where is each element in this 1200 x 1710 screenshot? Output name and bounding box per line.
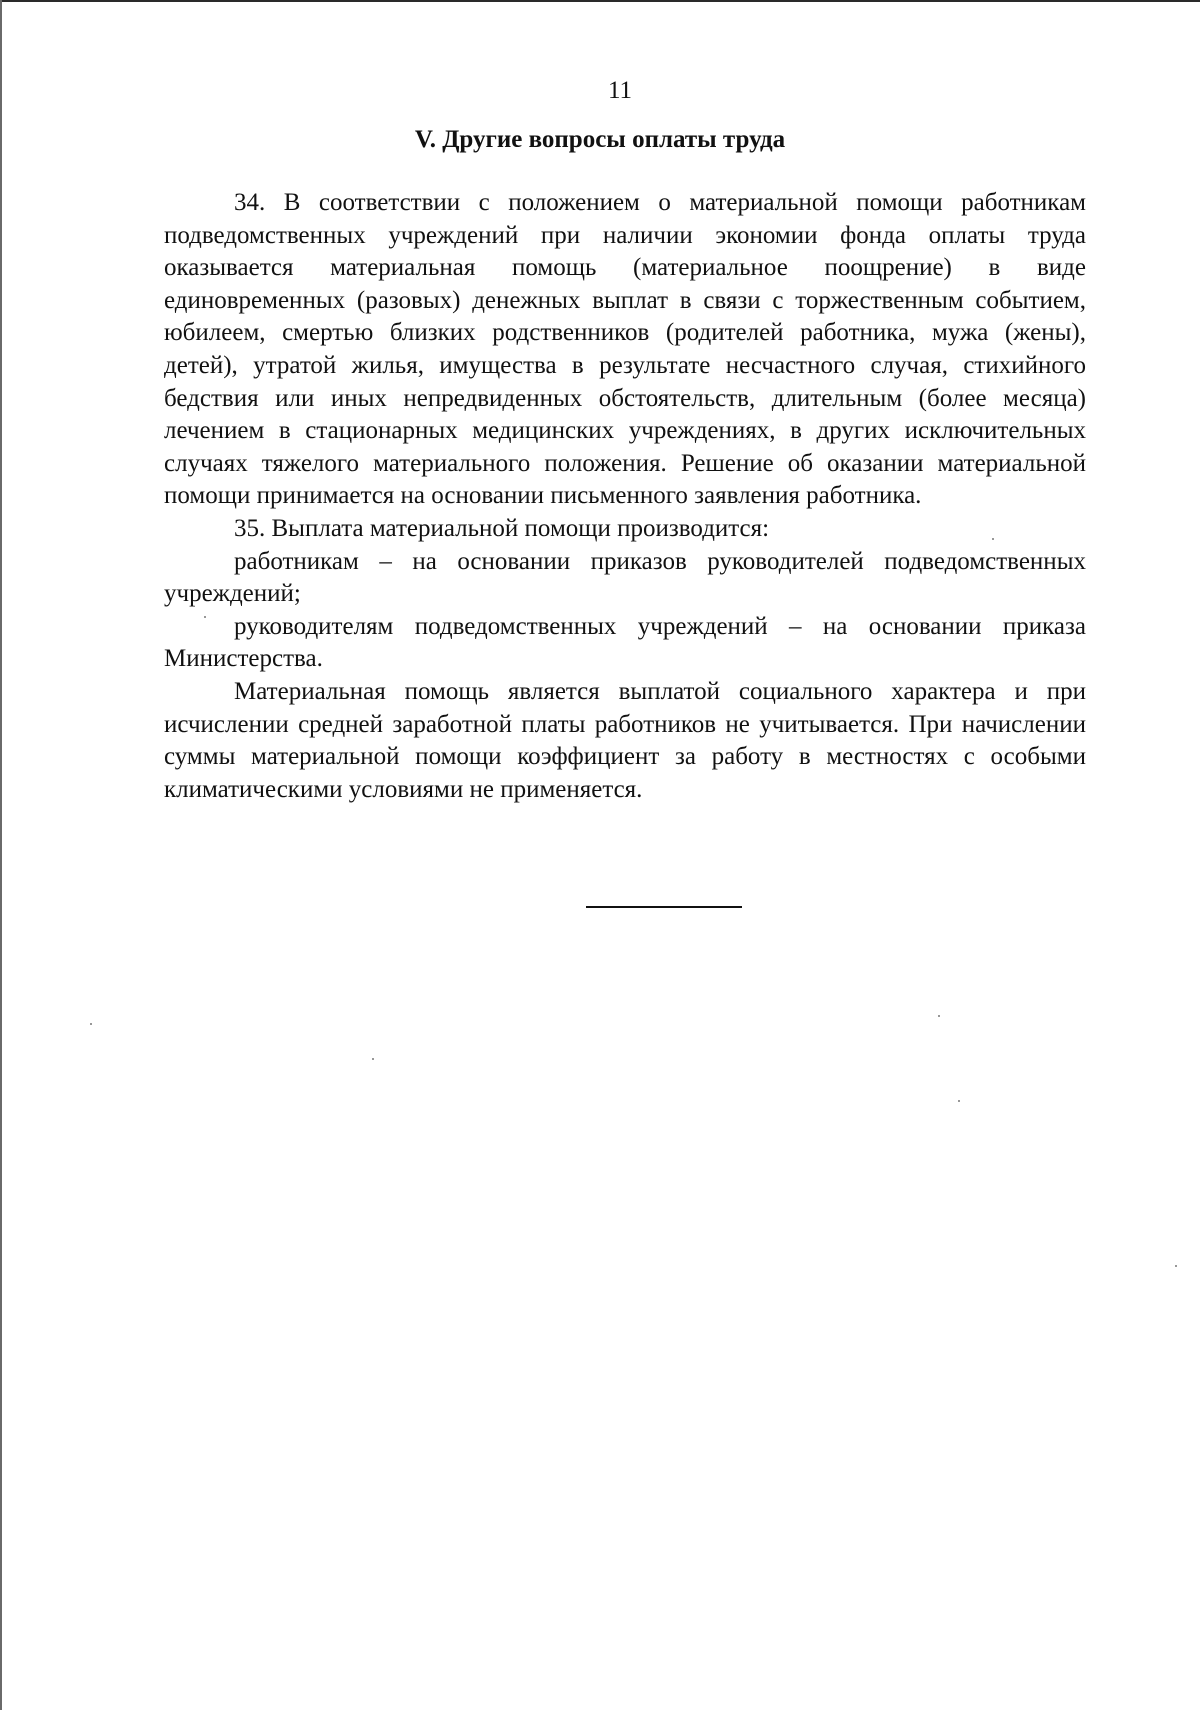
page-border-top <box>0 0 1200 2</box>
paragraph-35-item-workers: работникам – на основании приказов руководителей подведомственных учреждений; <box>164 547 1086 608</box>
page-number: 11 <box>607 77 633 104</box>
paragraph-34: 34. В соответствии с положением о материальной помощи работникам подведомственных учреждений при наличии экономии фонда оплаты труда оказывается материальная помощь (материальное поощрение) в виде единовременных (разовых) денежных выплат в связи с торжественным событием, юбилеем, смертью близких родственников (родителей работника, мужа (жены), детей), утратой жилья, имущества в результате несчастного случая, стихийного бедствия или иных непредвиденных обстоятельств, длительным (более месяца) лечением в стационарных медицинских учреждениях, в других исключительных случаях тяжелого материального положения. Решение об оказании материальной помощи принимается на основании письменного заявления работника. <box>164 189 1086 510</box>
scan-speck <box>90 1023 92 1025</box>
paragraph-35-item-heads: руководителям подведомственных учреждений – на основании приказа Министерства. <box>164 612 1086 673</box>
paragraph-social-character: Материальная помощь является выплатой социального характера и при исчислении средней заработной платы работников не учитывается. При начислении суммы материальной помощи коэффициент за работу в местностях с особыми климатическими условиями не применяется. <box>164 677 1086 803</box>
section-heading: V. Другие вопросы оплаты труда <box>414 126 786 153</box>
scan-speck <box>204 616 206 618</box>
scan-speck <box>372 1058 374 1060</box>
paragraph-35: 35. Выплата материальной помощи производится: <box>234 514 770 542</box>
scan-speck <box>1175 1265 1177 1267</box>
scan-speck <box>958 1100 960 1102</box>
end-of-text-rule <box>586 906 742 908</box>
scan-speck <box>938 1015 940 1017</box>
scan-speck <box>992 538 994 540</box>
document-body <box>164 187 1086 806</box>
page-border-left <box>0 0 2 1710</box>
